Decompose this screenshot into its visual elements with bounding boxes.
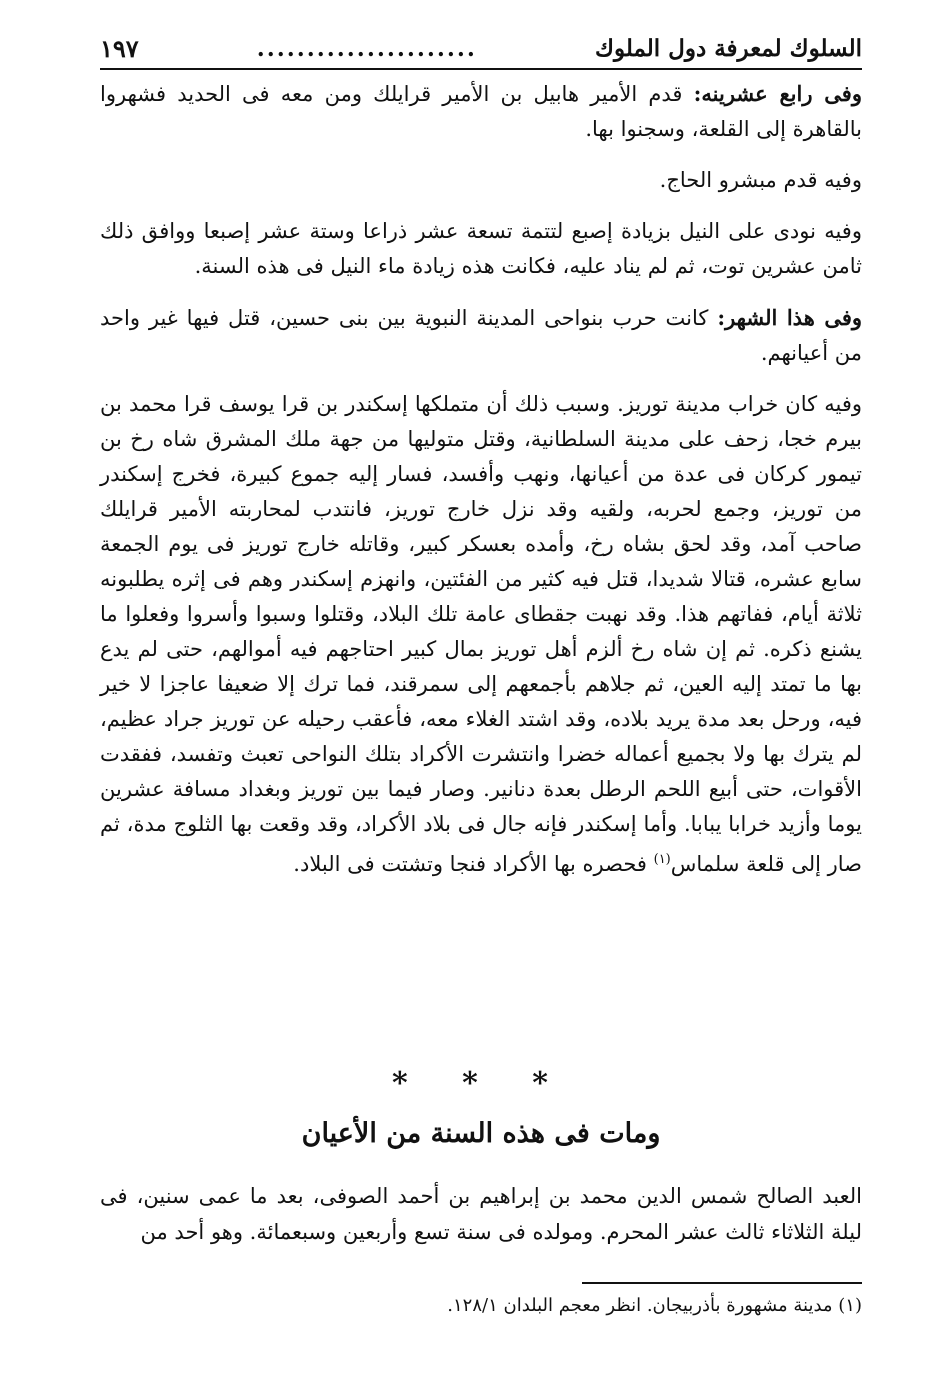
running-title: السلوك لمعرفة دول الملوك [594,34,862,62]
paragraph-text: وفيه قدم مبشرو الحاج. [659,168,862,192]
paragraph-text: كانت حرب بنواحى المدينة النبوية بين بنى حسين، قتل فيها غير واحد من أعيانهم. [100,306,862,365]
paragraph-lead: وفى رابع عشرينه: [693,81,862,106]
footnote-divider [582,1282,862,1284]
obituary-text [100,1178,862,1250]
section-heading: ومات فى هذه السنة من الأعيان [301,1118,661,1149]
main-text [100,76,862,898]
paragraph-text: وفيه كان خراب مدينة توريز. وسبب ذلك أن متملكها إسكندر بن قرا يوسف قرا محمد بن بيرم خجا، زحف على مدينة السلطانية، وقتل متوليها من جهة ملك المشرق شاه رخ بن تيمور كركان فى عدة من أعيانها، ونهب وأفسد، فسار إليه جموع كبيرة، فخرج إسكندر من توريز، وجمع لحربه، ولقيه وقد نزل خارج توريز، فانتدب لمحاربته الأمير قرايلك صاحب آمد، وقد لحق بشاه رخ، وأمده بعسكر كبير، وقاتله خارج توريز فى يوم الجمعة سابع عشره، قتالا شديدا، قتل فيه كثير من الفئتين، وانهزم إسكندر وهم فى إثره يطلبونه ثلاثة أيام، ففاتهم هذا. وقد نهبت جقطاى عامة تلك البلاد، وقتلوا وسبوا وأسروا وفعلوا ما يشنع ذكره. ثم إن شاه رخ ألزم أهل توريز بمال كبير احتاجهم فيه أموالهم، حتى لم يدع بها ما تمتد إليه العين، ثم جلاهم بأجمعهم إلى سمرقند، فما ترك إلا ضعيفا عاجزا لا خير فيه، ورحل بعد مدة يريد بلاده، وقد اشتد الغلاء معه، فأعقب رحيله عن توريز جراد عظيم، لم يترك بها ولا بجميع أعماله خضرا وانتشرت الأكراد بتلك النواحى تعبث وتفسد، ففقدت الأقوات، حتى أبيع اللحم الرطل بعدة دنانير. وصار فيما بين توريز وبغداد مسافة عشرين يوما وأزيد خرابا يبابا. وأما إسكندر فإنه جال فى بلاد الأكراد، وقد وقعت بها الثلوج مدة، ثم صار إلى قلعة سلماس [100,392,863,876]
section-separator: * * * [392,1066,570,1101]
paragraph: العبد الصالح شمس الدين محمد بن إبراهيم بن أحمد الصوفى، بعد ما عمى سنين، فى ليلة الثلاثاء ثالث عشر المحرم. ومولده فى سنة تسع وأربعين وسبعمائة. وهو أحد من [100,1184,862,1244]
dot-leader: ...................... [256,34,477,62]
paragraph [100,76,862,147]
paragraph-text: قدم الأمير هابيل بن الأمير قرايلك ومن معه فى الحديد فشهروا بالقاهرة إلى القلعة، وسجنوا بها. [100,82,862,141]
footnote-marker: (١) [653,852,671,867]
footnote: (١) مدينة مشهورة بأذربيجان. انظر معجم البلدان ١٢٨/١. [447,1295,862,1316]
paragraph-lead: وفى هذا الشهر: [717,305,862,330]
paragraph [100,300,862,371]
paragraph [100,163,862,198]
paragraph-text: فحصره بها الأكراد فنجا وتشتت فى البلاد. [293,852,654,876]
paragraph-tabriz [100,387,862,882]
paragraph-text: وفيه نودى على النيل بزيادة إصبع لتتمة تسعة عشر ذراعا وستة عشر إصبعا ووافق ذلك ثامن عشرين توت، ثم لم يناد عليه، فكانت هذه زيادة ماء النيل فى هذه السنة. [100,219,862,278]
running-header [100,28,862,70]
paragraph [100,214,862,284]
page-number: ١٩٧ [100,33,139,63]
